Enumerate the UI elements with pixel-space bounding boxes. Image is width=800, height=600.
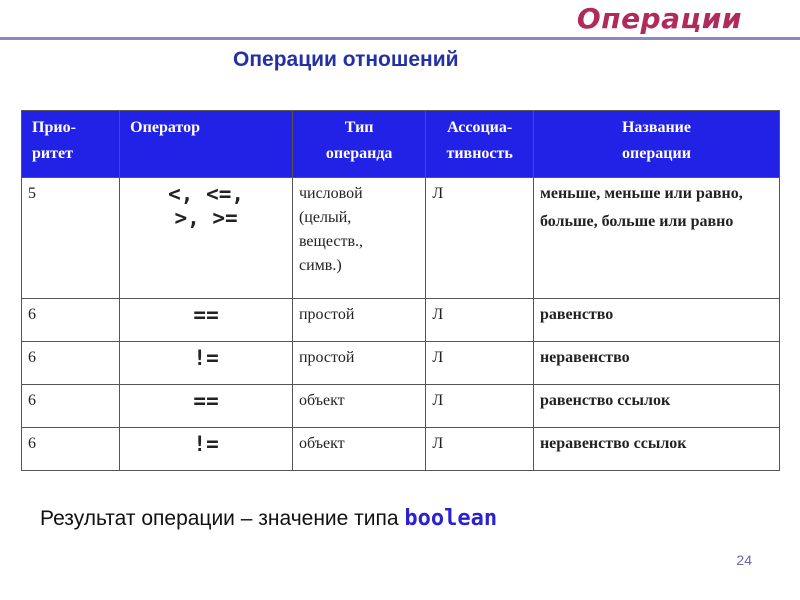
priority-cell: 6 (22, 385, 120, 428)
table-row (22, 342, 780, 385)
operand-type-cell: объект (292, 385, 425, 428)
boolean-keyword: boolean (404, 506, 498, 531)
slide-subtitle: Операции отношений (233, 48, 459, 71)
operator-cell: != (120, 428, 293, 471)
operation-name-cell: неравенство (533, 342, 779, 385)
slide-title: Операции (576, 2, 742, 35)
table-row (22, 385, 780, 428)
result-statement (40, 506, 497, 531)
associativity-cell: Л (426, 299, 534, 342)
header-operator: Оператор (120, 111, 293, 178)
table-row (22, 299, 780, 342)
associativity-cell: Л (426, 385, 534, 428)
operand-type-cell: простой (292, 299, 425, 342)
associativity-cell: Л (426, 342, 534, 385)
priority-cell: 6 (22, 342, 120, 385)
associativity-cell: Л (426, 428, 534, 471)
operation-name-cell: равенство (533, 299, 779, 342)
priority-cell: 5 (22, 178, 120, 299)
priority-cell: 6 (22, 299, 120, 342)
operand-type-cell: числовой (целый, веществ., симв.) (292, 178, 425, 299)
operand-type-cell: объект (292, 428, 425, 471)
header-operation-name: Название операции (533, 111, 779, 178)
table-row (22, 178, 780, 299)
relational-operators-table (21, 110, 780, 471)
page-number: 24 (736, 552, 752, 568)
associativity-cell: Л (426, 178, 534, 299)
header-operand-type: Тип операнда (292, 111, 425, 178)
priority-cell: 6 (22, 428, 120, 471)
operation-name-cell: меньше, меньше или равно, больше, больше или равно (533, 178, 779, 299)
operation-name-cell: неравенство ссылок (533, 428, 779, 471)
result-text: Результат операции – значение типа (40, 507, 405, 530)
title-divider (0, 37, 800, 40)
table-row (22, 428, 780, 471)
header-priority: Прио- ритет (22, 111, 120, 178)
operator-cell: == (120, 299, 293, 342)
operator-cell: != (120, 342, 293, 385)
operand-type-cell: простой (292, 342, 425, 385)
operator-cell: <, <=, >, >= (120, 178, 293, 299)
operator-cell: == (120, 385, 293, 428)
header-associativity: Ассоциа- тивность (426, 111, 534, 178)
operation-name-cell: равенство ссылок (533, 385, 779, 428)
table-header-row (22, 111, 780, 178)
